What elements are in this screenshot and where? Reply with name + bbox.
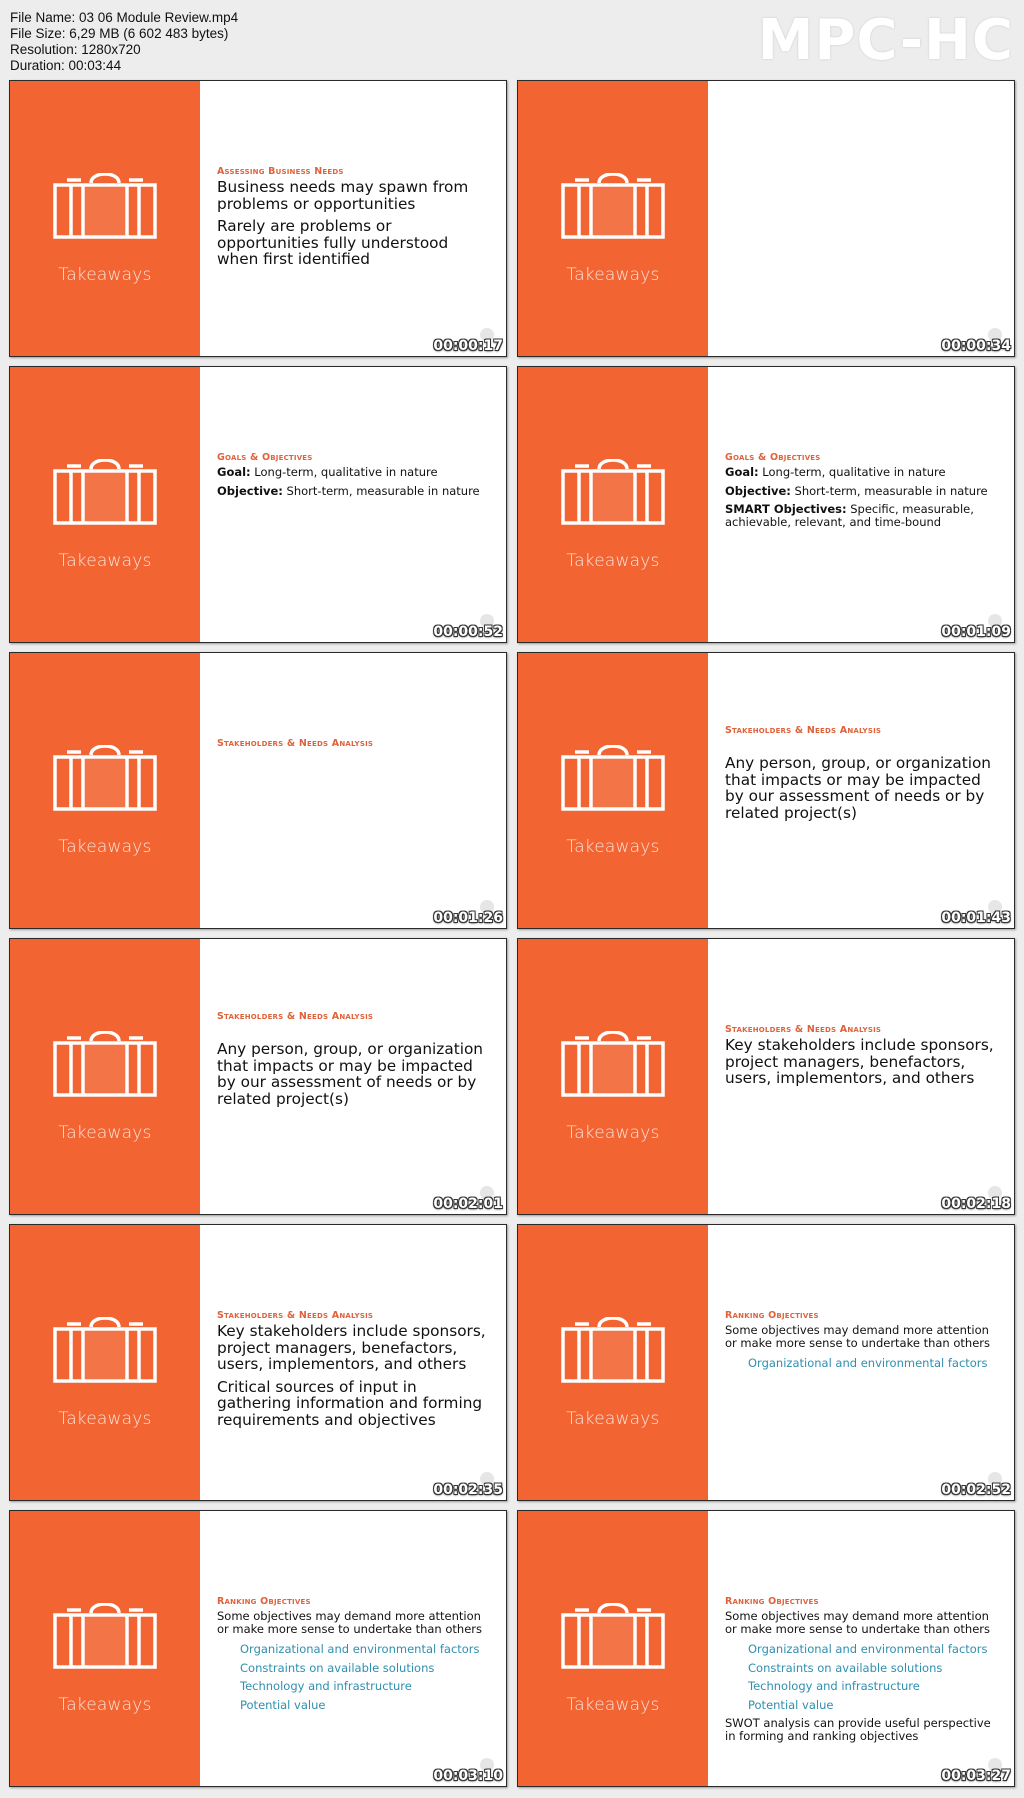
takeaways-label: Takeaways	[58, 1123, 152, 1143]
term-text: Long-term, qualitative in nature	[250, 465, 438, 479]
slide-sub-bullet: Technology and infrastructure	[748, 1679, 920, 1693]
slide-content	[217, 367, 494, 642]
takeaways-label: Takeaways	[58, 1409, 152, 1429]
term-label: SMART Objectives:	[725, 502, 847, 516]
timestamp: 00:00:17	[433, 338, 503, 354]
slide-content	[725, 653, 1002, 928]
timestamp: 00:02:18	[941, 1196, 1011, 1212]
slide-content	[217, 1511, 494, 1786]
slide-bullet: Rarely are problems or opportunities fully understood when first identified	[217, 217, 449, 268]
timestamp: 00:01:43	[941, 910, 1011, 926]
timestamp: 00:02:35	[433, 1482, 503, 1498]
orange-side-panel	[10, 81, 200, 356]
video-thumbnail-3[interactable]	[9, 366, 507, 643]
video-thumbnail-6[interactable]	[517, 652, 1015, 929]
slide-heading: Stakeholders & Needs Analysis	[217, 738, 374, 749]
slide-body	[217, 179, 494, 274]
orange-side-panel	[518, 1511, 708, 1786]
term-text: Specific, measurable, achievable, relevant, and time-bound	[725, 502, 974, 529]
slide-sub-bullet: Potential value	[748, 1697, 834, 1712]
slide-bullet	[725, 503, 1002, 528]
takeaways-label: Takeaways	[58, 1695, 152, 1715]
takeaways-label: Takeaways	[566, 837, 660, 857]
term-label: Objective:	[725, 483, 791, 498]
slide-bullet: Key stakeholders include sponsors, project managers, benefactors, users, implementors, and others	[725, 1036, 994, 1087]
file-size: File Size: 6,29 MB (6 602 483 bytes)	[10, 26, 229, 41]
file-info	[10, 10, 238, 74]
briefcase-icon	[53, 1603, 157, 1669]
slide-body	[725, 1037, 1002, 1093]
timestamp: 00:03:10	[433, 1768, 503, 1784]
slide-bullet: Business needs may spawn from problems or opportunities	[217, 178, 469, 213]
orange-side-panel	[10, 1225, 200, 1500]
slide-sub-bullet: Potential value	[240, 1697, 326, 1712]
briefcase-icon	[561, 1317, 665, 1383]
timestamp: 00:02:01	[433, 1196, 503, 1212]
slide-bullet	[725, 485, 1002, 498]
slide-body	[725, 755, 1002, 827]
slide-heading: Stakeholders & Needs Analysis	[217, 1310, 374, 1321]
slide-heading: Stakeholders & Needs Analysis	[725, 725, 882, 736]
timestamp: 00:00:52	[433, 624, 503, 640]
slide-content	[725, 1511, 1002, 1786]
slide-sub-bullet: Technology and infrastructure	[240, 1679, 412, 1693]
slide-sub-bullet: Organizational and environmental factors	[748, 1642, 988, 1656]
slide-bullet	[725, 466, 1002, 479]
timestamp: 00:01:26	[433, 910, 503, 926]
takeaways-label: Takeaways	[58, 551, 152, 571]
slide-content	[217, 653, 494, 928]
briefcase-icon	[561, 1031, 665, 1097]
briefcase-icon	[561, 459, 665, 525]
orange-side-panel	[518, 367, 708, 642]
term-label: Goal:	[217, 465, 251, 479]
briefcase-icon	[53, 1031, 157, 1097]
takeaways-label: Takeaways	[566, 1409, 660, 1429]
term-text: Short-term, measurable in nature	[282, 483, 480, 498]
slide-bullet: Any person, group, or organization that impacts or may be impacted by our assessment of needs or by related project(s)	[725, 754, 992, 822]
slide-bullet	[725, 1324, 1002, 1349]
term-text: Some objectives may demand more attention or make more sense to undertake than others	[725, 1609, 991, 1636]
slide-bullet	[725, 1610, 1002, 1635]
slide-heading: Ranking Objectives	[217, 1596, 311, 1607]
slide-bullet: Key stakeholders include sponsors, project managers, benefactors, users, implementors, and others	[217, 1322, 486, 1373]
slide-content	[725, 1225, 1002, 1500]
briefcase-icon	[53, 459, 157, 525]
timestamp: 00:01:09	[941, 624, 1011, 640]
orange-side-panel	[518, 939, 708, 1214]
thumbnail-grid	[9, 80, 1015, 1787]
video-thumbnail-7[interactable]	[9, 938, 507, 1215]
header	[0, 0, 1024, 80]
term-text: Short-term, measurable in nature	[790, 483, 988, 498]
term-text: Long-term, qualitative in nature	[758, 465, 946, 479]
takeaways-label: Takeaways	[566, 1123, 660, 1143]
slide-heading: Goals & Objectives	[725, 452, 821, 463]
slide-heading: Assessing Business Needs	[217, 166, 344, 177]
slide-body	[725, 1610, 1002, 1748]
slide-content	[725, 367, 1002, 642]
orange-side-panel	[518, 653, 708, 928]
orange-side-panel	[10, 1511, 200, 1786]
video-thumbnail-5[interactable]	[9, 652, 507, 929]
slide-heading: Stakeholders & Needs Analysis	[217, 1011, 374, 1022]
video-thumbnail-12[interactable]	[517, 1510, 1015, 1787]
slide-body	[217, 1610, 494, 1717]
slide-heading: Goals & Objectives	[217, 452, 313, 463]
orange-side-panel	[10, 367, 200, 642]
slide-sub-bullet: Constraints on available solutions	[240, 1660, 435, 1675]
term-label: Objective:	[217, 483, 283, 498]
takeaways-label: Takeaways	[566, 265, 660, 285]
slide-bullet: Critical sources of input in gathering information and forming requirements and objectives	[217, 1377, 483, 1429]
video-thumbnail-2[interactable]	[517, 80, 1015, 357]
slide-bullet	[217, 1610, 494, 1635]
takeaways-label: Takeaways	[58, 265, 152, 285]
term-label: Goal:	[725, 465, 759, 479]
briefcase-icon	[561, 745, 665, 811]
video-thumbnail-10[interactable]	[517, 1224, 1015, 1501]
video-thumbnail-8[interactable]	[517, 938, 1015, 1215]
term-text: Some objectives may demand more attention or make more sense to undertake than others	[725, 1323, 991, 1350]
slide-bullet: Any person, group, or organization that impacts or may be impacted by our assessment of needs or by related project(s)	[217, 1040, 484, 1108]
takeaways-label: Takeaways	[566, 1695, 660, 1715]
slide-bullet	[217, 466, 494, 479]
orange-side-panel	[518, 81, 708, 356]
slide-sub-bullet: Organizational and environmental factors	[240, 1642, 480, 1656]
slide-body	[725, 466, 1002, 534]
orange-side-panel	[518, 1225, 708, 1500]
slide-content	[725, 939, 1002, 1214]
term-text: Some objectives may demand more attention or make more sense to undertake than others	[217, 1609, 483, 1636]
briefcase-icon	[53, 1317, 157, 1383]
slide-body	[217, 466, 494, 503]
slide-heading: Stakeholders & Needs Analysis	[725, 1024, 882, 1035]
slide-content	[217, 1225, 494, 1500]
slide-body	[217, 1041, 494, 1113]
slide-content	[217, 81, 494, 356]
slide-body	[217, 1323, 494, 1434]
briefcase-icon	[561, 1603, 665, 1669]
timestamp: 00:02:52	[941, 1482, 1011, 1498]
timestamp: 00:03:27	[941, 1768, 1011, 1784]
slide-content	[725, 81, 1002, 356]
briefcase-icon	[53, 745, 157, 811]
takeaways-label: Takeaways	[566, 551, 660, 571]
briefcase-icon	[561, 173, 665, 239]
slide-body	[725, 1324, 1002, 1376]
slide-sub-bullet: Organizational and environmental factors	[748, 1356, 988, 1370]
video-thumbnail-1[interactable]	[9, 80, 507, 357]
takeaways-label: Takeaways	[58, 837, 152, 857]
video-thumbnail-11[interactable]	[9, 1510, 507, 1787]
mpc-hc-logo: MPC-HC	[757, 8, 1014, 73]
slide-heading: Ranking Objectives	[725, 1310, 819, 1321]
file-name: File Name: 03 06 Module Review.mp4	[10, 10, 239, 25]
video-thumbnail-9[interactable]	[9, 1224, 507, 1501]
slide-bullet	[217, 485, 494, 498]
slide-heading: Ranking Objectives	[725, 1596, 819, 1607]
video-thumbnail-4[interactable]	[517, 366, 1015, 643]
briefcase-icon	[53, 173, 157, 239]
slide-bullet: SWOT analysis can provide useful perspective in forming and ranking objectives	[725, 1716, 991, 1743]
slide-content	[217, 939, 494, 1214]
orange-side-panel	[10, 653, 200, 928]
timestamp: 00:00:34	[941, 338, 1011, 354]
duration: Duration: 00:03:44	[10, 58, 122, 73]
resolution: Resolution: 1280x720	[10, 42, 141, 57]
orange-side-panel	[10, 939, 200, 1214]
slide-sub-bullet: Constraints on available solutions	[748, 1660, 943, 1675]
